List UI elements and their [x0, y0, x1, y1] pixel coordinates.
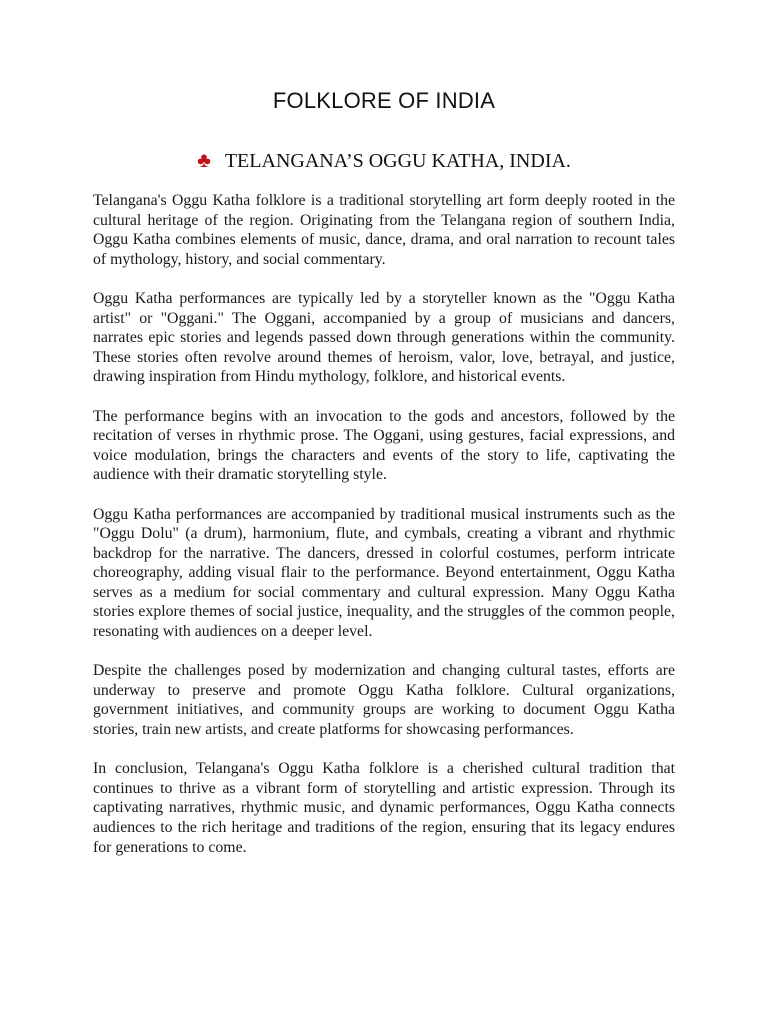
club-icon: ♣ — [197, 148, 211, 172]
section-heading — [0, 148, 768, 173]
paragraph-6: In conclusion, Telangana's Oggu Katha folklore is a cherished cultural tradition that continues to thrive as a vibrant form of storytelling and artistic expression. Through its captivating narratives, rhythmic music, and dynamic performances, Oggu Katha connects audiences to the rich heritage and traditions of the region, ensuring that its legacy endures for generations to come. — [93, 760, 675, 856]
document-title: FOLKLORE OF INDIA — [272, 88, 496, 113]
paragraph-5: Despite the challenges posed by modernization and changing cultural tastes, efforts are underway to preserve and promote Oggu Katha folklore. Cultural organizations, government initiatives, and community groups are working to document Oggu Katha stories, train new artists, and create platforms for showcasing performances. — [93, 662, 675, 739]
paragraph-4: Oggu Katha performances are accompanied by traditional musical instruments such as the "Oggu Dolu" (a drum), harmonium, flute, and cymbals, creating a vibrant and rhythmic backdrop for the narrative. The dancers, dressed in colorful costumes, perform intricate choreography, adding visual flair to the performance. Beyond entertainment, Oggu Katha serves as a medium for social commentary and cultural expression. Many Oggu Katha stories explore themes of social justice, inequality, and the struggles of the common people, resonating with audiences on a deeper level. — [93, 505, 675, 641]
section-heading-text: TELANGANA’S OGGU KATHA, INDIA. — [224, 150, 571, 172]
paragraph-1: Telangana's Oggu Katha folklore is a traditional storytelling art form deeply rooted in the cultural heritage of the region. Originating from the Telangana region of southern India, Oggu Katha combines elements of music, dance, drama, and oral narration to recount tales of mythology, history, and social commentary. — [93, 192, 675, 268]
paragraph-3: The performance begins with an invocation to the gods and ancestors, followed by the recitation of verses in rhythmic prose. The Oggani, using gestures, facial expressions, and voice modulation, brings the characters and events of the story to life, captivating the audience with their dramatic storytelling style. — [93, 407, 675, 484]
body-text — [93, 191, 675, 877]
paragraph-2: Oggu Katha performances are typically led by a storyteller known as the "Oggu Katha artist" or "Oggani." The Oggani, accompanied by a group of musicians and dancers, narrates epic stories and legends passed down through generations within the community. These stories often revolve around themes of heroism, valor, love, betrayal, and justice, drawing inspiration from Hindu mythology, folklore, and historical events. — [93, 289, 675, 386]
